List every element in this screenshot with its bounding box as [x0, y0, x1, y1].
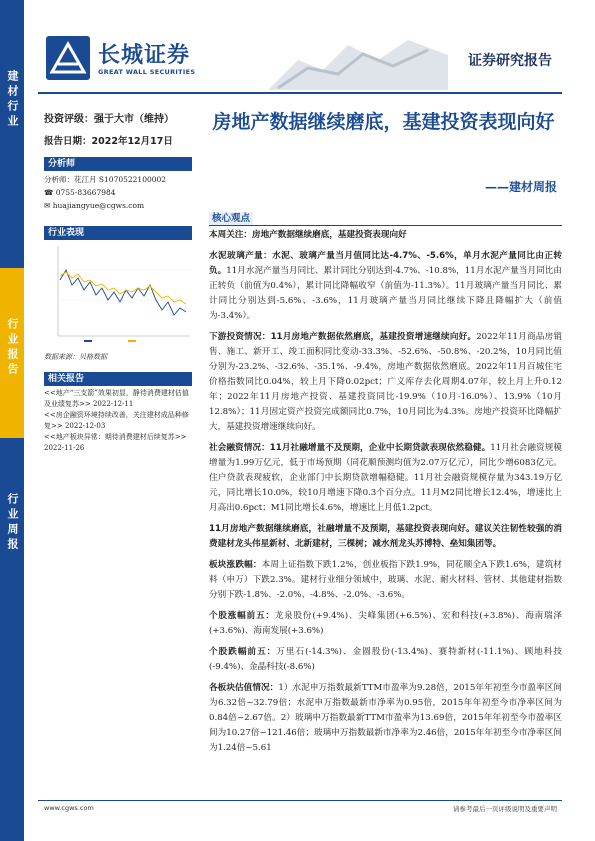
report-date: 报告日期：2022年12月17日	[44, 136, 173, 147]
left-column	[44, 110, 192, 454]
paragraph-body: 2022年11月商品房销售、施工、新开工、竣工面积同比变动-33.3%、-52.6%、-50.8%、-20.2%，10月同比值分别为-23.2%、-32.6%、-35.1%、-9.4%，房地产数据依然磨底。2022年11月百城住宅价格指数同比0.04%，较上月下降0.02pct；广义库存去化周期4.07年，较上月上升0.12年；2022年11月房地产投资、基建投资同比-19.9%（10月-16.0%）、13.9%（10月12.8%）；11月固定资产投资完成额同比0.7%，10月同比为4.3%。房地产投资环比降幅扩大，基建投资增速继续向好。	[209, 332, 562, 432]
sidebar-industry	[0, 0, 24, 268]
related-reports	[44, 388, 192, 454]
paragraph-lead: 个股跌幅前五：	[209, 647, 277, 657]
logo-cn: 长城证券	[98, 43, 191, 68]
report-title: 房地产数据继续磨底，基建投资表现向好	[212, 111, 555, 133]
related-report-item[interactable]: <<地产板块异常：期待消费建材后续复苏>> 2022-11-26	[44, 433, 187, 452]
paragraph-lead: 下游投资情况：11月房地产数据依然磨底，基建投资增速继续向好。	[209, 332, 477, 342]
logo-en: GREAT WALL SECURITIES	[98, 68, 196, 76]
paragraph-lead: 11月房地产数据继续磨底，社融增量不及预期，基建投资表现向好。建议关注韧性较强的消费建材龙头伟星新材、北新建材，三棵树；减水剂龙头苏博特、垒知集团等。	[209, 524, 562, 549]
paragraph-body: 龙泉股份(+9.4%)、尖峰集团(+6.5%)、宏和科技(+3.8%)、海南瑞泽(+3.6%)、海南发展(+3.6%)	[209, 611, 562, 636]
paragraph-focus	[209, 228, 562, 243]
paragraph-body: 11月水泥产量当月同比、累计同比分别达到-4.7%、-10.8%，11月水泥产量当月同比由正转负（前值为0.4%），累计同比降幅收窄（前值为-11.3%）。11月玻璃产量当月同比、累计同比分别达到-5.6%、-3.6%，11月玻璃产量当月同比继续下降且降幅扩大（前值为-3.4%）。	[209, 266, 562, 321]
related-report-item[interactable]: <<房企融资环境持续改善，关注建材成品种修复>> 2022-12-03	[44, 411, 189, 430]
paragraph-top-gainers	[209, 609, 562, 639]
sidebar-weekly-label: 行业周报	[6, 493, 19, 553]
footer-disclaimer: 请参考最后一页评级说明及重要声明	[453, 805, 557, 813]
data-source: 数据来源：贝格数据	[44, 353, 107, 361]
core-viewpoint-label: 核心观点	[209, 212, 253, 225]
analyst-email-row	[44, 199, 192, 212]
paragraph-lead: 各板块估值情况：	[209, 683, 279, 693]
great-wall-illustration	[268, 30, 448, 90]
paragraph-lead: 本周关注：房地产数据继续磨底，基建投资表现向好	[209, 230, 407, 240]
paragraph-lead: 社会融资情况：11月社融增量不及预期，企业中长期贷款表现依然稳健。	[209, 443, 491, 453]
sidebar-report-type-label: 行业报告	[6, 318, 19, 378]
paragraph-body: 11月社会融资规模增量为1.99万亿元，低于市场预期（同花顺预测均值为2.07万亿元），同比少增6083亿元。住户贷款表现疲软，企业部门中长期贷款增幅稳健。11月社会融资规模存量为343.19万亿元，同比增长10.0%，较10月增速下降0.3个百分点。11月M2同比增长12.4%，增速比上月高出0.6pct；M1同比增长4.6%，增速比上月低1.2pct。	[209, 443, 562, 513]
paragraph-lead: 个股涨幅前五：	[209, 611, 275, 621]
paragraph-body: 1）水泥申万指数最新TTM市盈率为9.28倍，2015年年初至今市盈率区间为6.32倍~32.79倍；水泥申万指数最新市净率为0.95倍，2015年年初至今市净率区间为0.84倍~2.67倍。2）玻璃申万指数最新TTM市盈率为13.69倍，2015年年初至今市盈率区间为10.27倍~121.46倍；玻璃申万指数最新市净率为2.46倍，2015年年初至今市净率区间为1.24倍~5.61	[209, 683, 562, 753]
analyst-name: 分析师：花江月 S1070522100002	[44, 175, 167, 184]
investment-rating: 投资评级：强于大市（维持）	[44, 114, 174, 125]
paragraph-lead: 板块涨跌幅：	[209, 560, 262, 570]
main-content	[209, 228, 562, 762]
report-type: 证券研究报告	[468, 53, 552, 69]
chart-series-index	[60, 272, 186, 304]
paragraph-financing	[209, 441, 562, 516]
related-section-title: 相关报告	[44, 372, 192, 386]
paragraph-valuation	[209, 681, 562, 756]
paragraph-sector-performance	[209, 558, 562, 603]
email-icon: ✉	[44, 201, 51, 210]
industry-performance-chart	[44, 240, 192, 350]
footer-divider	[38, 800, 562, 801]
paragraph-top-losers	[209, 645, 562, 675]
sidebar	[0, 0, 24, 841]
analyst-phone: 0755-83667984	[55, 188, 116, 197]
header-divider	[38, 92, 562, 94]
sidebar-weekly	[0, 438, 24, 841]
core-viewpoint-header	[209, 212, 562, 226]
phone-icon: ☎	[44, 188, 54, 197]
paragraph-recommendation	[209, 522, 562, 552]
company-logo-icon	[46, 36, 90, 80]
paragraph-body: 万里石(-14.3%)、金圆股份(-13.4%)、赛特新材(-11.1%)、顾地科技(-9.4%)、金晶科技(-8.6%)	[209, 647, 562, 672]
analyst-phone-row	[44, 186, 192, 199]
footer-url[interactable]: www.cgws.com	[44, 804, 94, 812]
analyst-info	[44, 173, 192, 212]
header	[38, 30, 562, 92]
related-report-item[interactable]: <<地产“三支箭”效果初显，静待消费建材估值及业绩复苏>> 2022-12-11	[44, 389, 189, 408]
report-subtitle: ——建材周报	[484, 180, 557, 194]
paragraph-body: 本周上证指数下跌1.2%，创业板指下跌1.9%，同花顺全A下跌1.6%，建筑材料（申万）下跌2.3%。建材行业细分领域中，玻璃、水泥、耐火材料、管材、其他建材指数分别下跌-1.8%、-2.0%、-4.8%、-2.0%、-3.6%。	[209, 560, 562, 600]
industry-chart-svg	[44, 240, 192, 350]
trend-section-title: 行业表现	[44, 226, 192, 240]
paragraph-lead: 水泥玻璃产量：水泥、玻璃产量当月值同比达-4.7%、-5.6%，单月水泥产量同比由正转负。	[209, 251, 562, 276]
analyst-section-title: 分析师	[44, 157, 192, 171]
sidebar-report-type	[0, 268, 24, 438]
paragraph-downstream	[209, 330, 562, 435]
sidebar-industry-label: 建材行业	[6, 70, 19, 130]
paragraph-cement-glass	[209, 249, 562, 324]
analyst-email: huajiangyue@cgws.com	[52, 201, 145, 210]
